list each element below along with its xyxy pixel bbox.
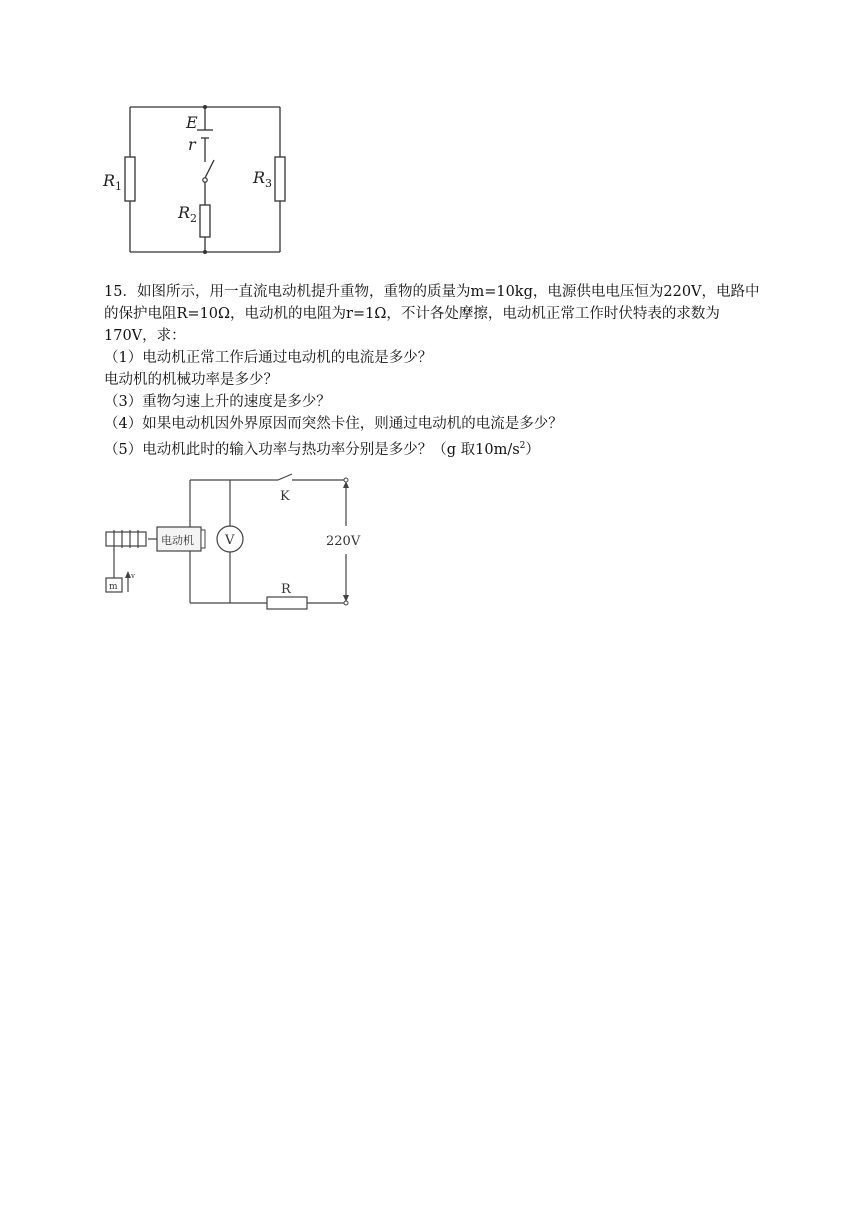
label-m: m: [109, 582, 118, 592]
svg-text:1: 1: [115, 180, 122, 193]
label-e: E: [186, 113, 198, 132]
label-220v: 220V: [326, 534, 361, 549]
motor-circuit-diagram: [100, 472, 370, 612]
resistor-r3: [275, 157, 285, 201]
label-r-internal: r: [188, 135, 196, 154]
question-5: （5）电动机此时的输入功率与热功率分别是多少？（g 取$10m/s^2$）: [104, 441, 540, 458]
label-r1: R: [103, 171, 116, 190]
problem-15: [104, 281, 764, 461]
question-4: （4）如果电动机因外界原因而突然卡住，则通过电动机的电流是多少？: [104, 416, 563, 432]
question-3: （3）重物匀速上升的速度是多少？: [104, 394, 331, 410]
resistor-r1: [125, 157, 135, 201]
label-k: K: [280, 489, 290, 504]
resistor-r2: [200, 205, 210, 237]
label-r2: R: [178, 203, 191, 222]
circuit-diagram-1: [100, 100, 320, 260]
question-2: 电动机的机械功率是多少？: [104, 372, 278, 388]
label-r: R: [281, 582, 291, 597]
label-v-arrow: v: [131, 572, 135, 580]
svg-text:3: 3: [265, 177, 272, 190]
protective-resistor: [267, 597, 307, 609]
label-v: V: [225, 533, 235, 548]
problem-stem: 15．如图所示，用一直流电动机提升重物，重物的质量为m=10kg，电源供电电压恒为220V，电路中的保护电阻R=10Ω，电动机的电阻为r=1Ω，不计各处摩擦，电动机正常工作时伏特表的求数为170V，求：: [104, 284, 760, 344]
svg-text:2: 2: [190, 212, 197, 225]
question-1: （1）电动机正常工作后通过电动机的电流是多少？: [104, 350, 433, 366]
label-r3: R: [253, 168, 266, 187]
label-motor: 电动机: [161, 534, 194, 547]
